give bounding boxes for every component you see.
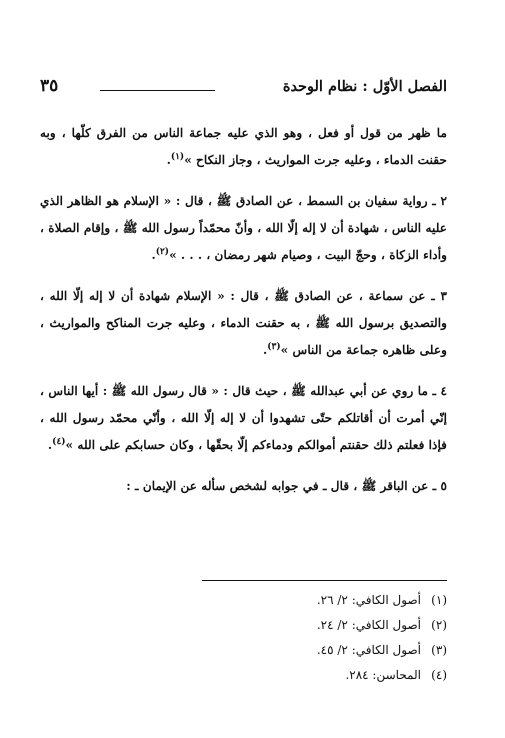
- paragraph-2: ٢ ـ رواية سفيان بن السمط ، عن الصادق ﷺ ، قال : « الإسلام هو الظاهر الذي عليه الناس ، شهادة أن لا إله إلّا الله ، وأنّ محمّداً رسول الله ﷺ ، وإقام الصلاة ، وأداء الزكاة ، وحجّ البيت ، وصيام شهر رمضان ، . . . »$^{(٢)}$.: [40, 194, 447, 262]
- footnote-ref: (١): [170, 151, 185, 162]
- footnote-text: أصول الكافي: ٢/ ٢٤.: [316, 618, 421, 632]
- paragraph-text: ٤ ـ ما روي عن أبي عبدالله ﷺ ، حيث قال : « قال رسول الله ﷺ : أيها الناس ، إنّي أمرت أن أقاتلكم حتّى تشهدوا أن لا إله إلّا الله ، وأنّي محمّد رسول الله ، فإذا فعلتم ذلك حقنتم أموالكم ودماءكم إلّا بحقّها ، وكان حسابكم على الله »: [40, 384, 447, 452]
- paragraph-4: ٤ ـ ما روي عن أبي عبدالله ﷺ ، حيث قال : « قال رسول الله ﷺ : أيها الناس ، إنّي أمرت أن أقاتلكم حتّى تشهدوا أن لا إله إلّا الله ، وأنّي محمّد رسول الله ، فإذا فعلتم ذلك حقنتم أموالكم ودماءكم إلّا بحقّها ، وكان حسابكم على الله »$^{(٤)}$.: [40, 384, 447, 452]
- header-rule: [100, 90, 215, 91]
- paragraph-text: ما ظهر من قول أو فعل ، وهو الذي عليه جماعة الناس من الفرق كلّها ، وبه حقنت الدماء ، وعليه جرت المواريث ، وجاز النكاح »: [40, 126, 447, 167]
- paragraph-text: ٢ ـ رواية سفيان بن السمط ، عن الصادق ﷺ ، قال : « الإسلام هو الظاهر الذي عليه الناس ، شهادة أن لا إله إلّا الله ، وأنّ محمّداً رسول الله ﷺ ، وإقام الصلاة ، وأداء الزكاة ، وحجّ البيت ، وصيام شهر رمضان ، . . . »: [40, 194, 447, 262]
- footnote-number: (١): [431, 593, 447, 607]
- chapter-title: الفصل الأوّل : نظام الوحدة: [282, 78, 447, 95]
- footnote-number: (٤): [431, 668, 447, 682]
- paragraph-text: ٣ ـ عن سماعة ، عن الصادق ﷺ ، قال : « الإسلام شهادة أن لا إله إلّا الله ، والتصديق برسول الله ﷺ ، به حقنت الدماء ، وعليه جرت المناكح والمواريث ، وعلى ظاهره جماعة من الناس »: [40, 289, 447, 357]
- footnote-text: أصول الكافي: ٢/ ٤٥.: [316, 643, 421, 657]
- paragraph-3: ٣ ـ عن سماعة ، عن الصادق ﷺ ، قال : « الإسلام شهادة أن لا إله إلّا الله ، والتصديق برسول الله ﷺ ، به حقنت الدماء ، وعليه جرت المناكح والمواريث ، وعلى ظاهره جماعة من الناس »$^{(٣)}$.: [40, 289, 447, 357]
- footnote-rule: [202, 580, 447, 581]
- running-header: [40, 78, 447, 104]
- footnotes: [40, 588, 447, 688]
- footnote-ref: (٣): [267, 341, 281, 352]
- paragraph-5: [40, 473, 447, 500]
- paragraph-1: ما ظهر من قول أو فعل ، وهو الذي عليه جماعة الناس من الفرق كلّها ، وبه حقنت الدماء ، وعليه جرت المواريث ، وجاز النكاح »$^{(١)}$.: [40, 126, 447, 167]
- footnote-number: (٣): [431, 643, 447, 657]
- footnote-item: [40, 663, 447, 688]
- footnote-text: أصول الكافي: ٢/ ٢٦.: [316, 593, 421, 607]
- footnote-ref: (٢): [155, 246, 170, 257]
- body-text: [40, 120, 447, 500]
- footnote-text: المحاسن: ٢٨٤.: [345, 668, 421, 682]
- page-number: ٣٥: [40, 76, 59, 96]
- paragraph-text: ٥ ـ عن الباقر ﷺ ، قال ـ في جوابه لشخص سأله عن الإيمان ـ :: [126, 479, 447, 493]
- footnote-item: [40, 638, 447, 663]
- footnote-item: [40, 588, 447, 613]
- footnote-number: (٢): [431, 618, 447, 632]
- footnote-item: [40, 613, 447, 638]
- footnote-ref: (٤): [52, 436, 66, 447]
